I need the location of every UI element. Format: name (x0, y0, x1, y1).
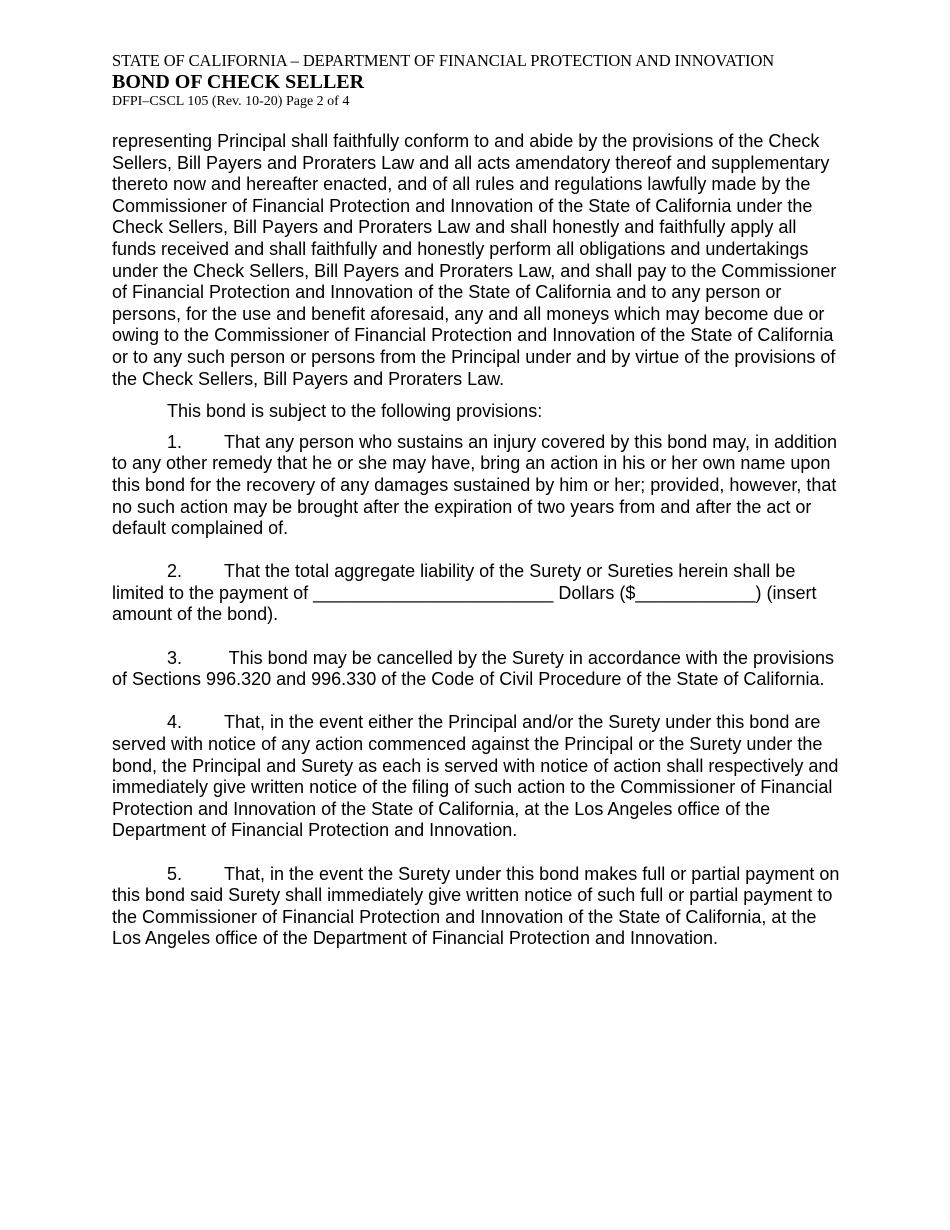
agency-name: STATE OF CALIFORNIA – DEPARTMENT OF FINANCIAL PROTECTION AND INNOVATION (112, 51, 775, 70)
form-id: DFPI–CSCL 105 (Rev. 10-20) Page 2 of 4 (112, 94, 350, 109)
provisions-intro: This bond is subject to the following provisions: (167, 401, 543, 422)
item-text: That any person who sustains an injury covered by this bond may, in addition to any other remedy that he or she may have, bring an action in his or her own name upon this bond for the recovery of any damages sustained by him or her; provided, however, that no such action may be brought after the expiration of two years from and after the act or default complained of. (112, 431, 838, 539)
item-text: This bond may be cancelled by the Surety in accordance with the provisions of Sections 996.320 and 996.330 of the Code of Civil Procedure of the State of California. (112, 647, 835, 690)
item-text: That the total aggregate liability of the Surety or Sureties herein shall be limited to the payment of ________________________ Dollars ($____________) (insert amount of the bond). (112, 561, 817, 625)
item-text: That, in the event the Surety under this bond makes full or partial payment on this bond said Surety shall immediately give written notice of such full or partial payment to the Commissioner of Financial Protection and Innovation of the State of California, at the Los Angeles office of the Department of Financial Protection and Innovation. (112, 863, 840, 949)
provision-item (112, 864, 844, 950)
provision-item (112, 648, 844, 691)
lead-paragraph: representing Principal shall faithfully conform to and abide by the provisions of the Check Sellers, Bill Payers and Proraters Law and all acts amendatory thereof and supplementary thereto now and hereafter enacted, and of all rules and regulations lawfully made by the Commissioner of Financial Protection and Innovation of the State of California under the Check Sellers, Bill Payers and Proraters Law and shall honestly and faithfully apply all funds received and shall faithfully and honestly perform all obligations and undertakings under the Check Sellers, Bill Payers and Proraters Law, and shall pay to the Commissioner of Financial Protection and Innovation of the State of California and to any person or persons, for the use and benefit aforesaid, any and all moneys which may become due or owing to the Commissioner of Financial Protection and Innovation of the State of California or to any such person or persons from the Principal under and by virtue of the provisions of the Check Sellers, Bill Payers and Proraters Law. (112, 131, 837, 389)
document-body (112, 131, 844, 972)
item-number: 5. (167, 863, 183, 884)
item-number: 4. (167, 712, 183, 733)
provision-item (112, 712, 844, 842)
document-title: BOND OF CHECK SELLER (112, 71, 365, 93)
provision-item (112, 432, 844, 540)
page-header (112, 51, 774, 111)
item-number: 2. (167, 561, 183, 582)
provision-item (112, 561, 844, 626)
item-text: That, in the event either the Principal and/or the Surety under this bond are served with notice of any action commenced against the Principal or the Surety under the bond, the Principal and Surety as each is served with notice of action shall respectively and immediately give written notice of the filing of such action to the Commissioner of Financial Protection and Innovation of the State of California, at the Los Angeles office of the Department of Financial Protection and Innovation. (112, 712, 839, 841)
item-number: 1. (167, 431, 183, 452)
item-number: 3. (167, 647, 183, 668)
